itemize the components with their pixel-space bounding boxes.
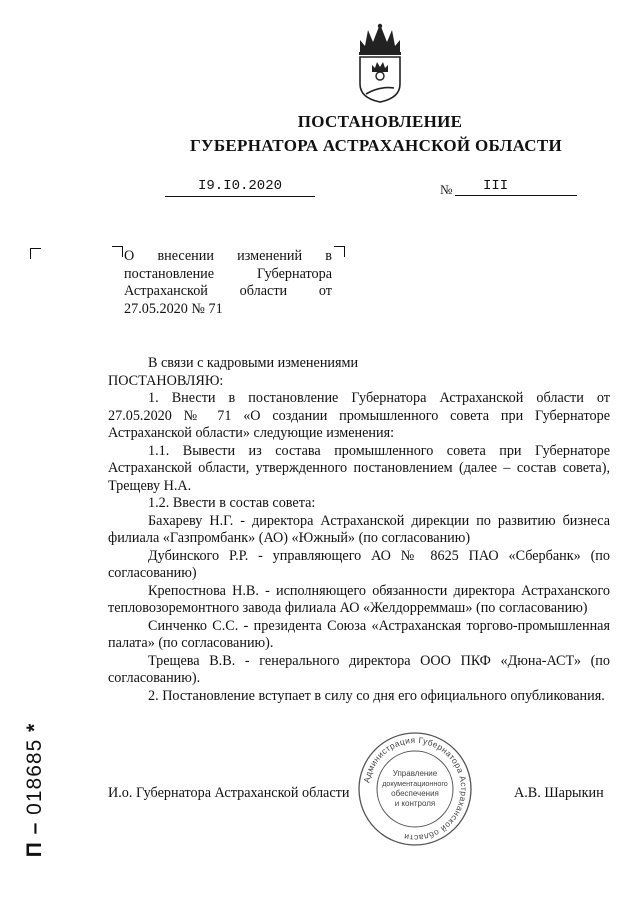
serial-mark: * <box>23 722 46 732</box>
stamp-line: обеспечения <box>391 789 439 798</box>
number-label: № <box>440 182 453 197</box>
margin-corner-mark <box>30 248 41 259</box>
document-subject: О внесении изменений в постановление Губернатора Астраханской области от 27.05.2020 № 71 <box>124 248 332 317</box>
subject-corner-left <box>112 246 123 257</box>
coat-of-arms-emblem <box>354 22 406 104</box>
body-paragraph: 1.1. Вывести из состава промышленного совета при Губернаторе Астраханской области, утвержденного постановлением (далее – состав совета), Трещеву Н.А. <box>108 442 610 494</box>
body-paragraph: Дубинского Р.Р. - управляющего АО № 8625 ПАО «Сбербанк» (по согласованию) <box>108 547 610 581</box>
stamp-ring-text: Администрация Губернатора Астраханской области <box>361 734 470 844</box>
signatory-name: А.В. Шарыкин <box>514 785 604 801</box>
document-number: III <box>455 178 577 196</box>
document-title: ПОСТАНОВЛЕНИЕ <box>297 112 463 131</box>
serial-number: 018685 <box>23 738 46 815</box>
body-paragraph: Крепостнова Н.В. - исполняющего обязанности директора Астраханского тепловозоремонтного завода филиала АО «Желдорреммаш» (по согласованию) <box>108 582 610 616</box>
body-paragraph: 1. Внести в постановление Губернатора Астраханской области от 27.05.2020 № 71 «О создании промышленного совета при Губернаторе Астраханской области» следующие изменения: <box>108 390 610 441</box>
stamp-line: Управление <box>392 769 438 778</box>
document-issuer: ГУБЕРНАТОРА АСТРАХАНСКОЙ ОБЛАСТИ <box>189 136 563 155</box>
form-serial-number <box>10 700 60 880</box>
body-paragraph: Синченко С.С. - президента Союза «Астраханская торгово-промышленная палата» (по согласованию). <box>108 617 610 651</box>
body-paragraph: Трещева В.В. - генерального директора ООО ПКФ «Дюна-АСТ» (по согласованию). <box>108 652 610 686</box>
subject-corner-right <box>334 246 345 257</box>
body-paragraph: ПОСТАНОВЛЯЮ: <box>108 372 224 389</box>
body-paragraph: 2. Постановление вступает в силу со дня его официального опубликования. <box>148 687 605 704</box>
body-paragraph: 1.2. Ввести в состав совета: <box>148 495 316 511</box>
signatory-position: И.о. Губернатора Астраханской области <box>108 785 350 801</box>
official-stamp <box>356 730 474 848</box>
stamp-line: документационного <box>382 779 448 788</box>
stamp-line: и контроля <box>394 799 436 808</box>
document-date: I9.I0.2020 <box>165 178 315 197</box>
body-paragraph: Бахареву Н.Г. - директора Астраханской дирекции по развитию бизнеса филиала «Газпромбанк» (АО) «Южный» (по согласованию) <box>108 512 610 546</box>
serial-prefix: П – <box>23 821 46 858</box>
body-paragraph: В связи с кадровыми изменениями <box>148 355 359 371</box>
document-body <box>108 355 610 705</box>
